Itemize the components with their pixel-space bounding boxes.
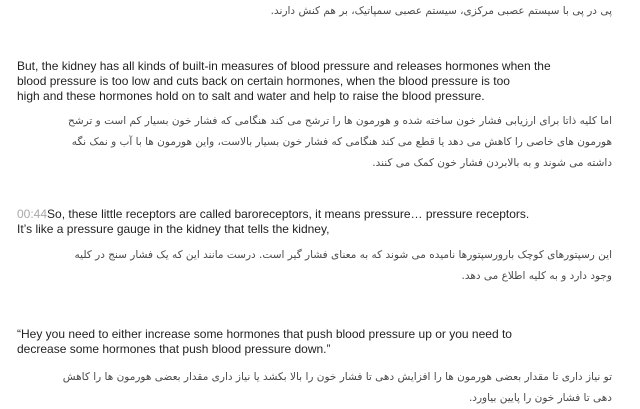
english-transcript-paragraph — [17, 59, 627, 104]
english-transcript-paragraph — [17, 207, 627, 237]
persian-translation-paragraph — [12, 367, 612, 409]
english-transcript-paragraph — [17, 327, 627, 357]
text-line: دهی تا فشار خون را پایین بیاورد. — [468, 392, 612, 404]
persian-translation-paragraph — [12, 1, 612, 22]
text-line: پی در پی با سیستم عصبی مرکزی، سیستم عصبی سمپاتیک، بر هم کنش دارند. — [270, 5, 612, 17]
persian-translation-paragraph — [12, 245, 612, 287]
text-line: But, the kidney has all kinds of built-in measures of blood pressure and releases hormones when the — [17, 59, 551, 73]
text-line: So, these little receptors are called baroreceptors, it means pressure… pressure receptors. — [47, 207, 530, 221]
text-line: “Hey you need to either increase some hormones that push blood pressure up or you need to — [17, 327, 512, 341]
text-line: وجود دارد و به کلیه اطلاع می دهد. — [461, 270, 612, 282]
text-line: high and these hormones hold on to salt and water and help to raise the blood pressure. — [17, 89, 485, 103]
text-line: داشته می شوند و به بالابردن فشار خون کمک می کنند. — [372, 157, 612, 169]
text-line: تو نیاز داری تا مقدار بعضی هورمون ها را افزایش دهی تا فشار خون را بالا بکشد یا نیاز داری مقدار بعضی هورمون ها را کاهش — [62, 371, 612, 383]
text-line: decrease some hormones that push blood pressure down.” — [17, 342, 331, 356]
text-line: It’s like a pressure gauge in the kidney that tells the kidney, — [17, 222, 330, 236]
persian-translation-paragraph — [12, 111, 612, 174]
timestamp-link[interactable]: 00:44 — [17, 207, 48, 221]
text-line: اما کلیه ذاتا برای ارزیابی فشار خون ساخته شده و هورمون ها را ترشح می کند هنگامی که فشار خون بسیار کم است و ترشح — [68, 115, 612, 127]
text-line: این رسپتورهای کوچک بارورسپتورها نامیده می شوند که به معنای فشار گیر است. درست مانند این که یک فشار سنج در کلیه — [74, 249, 612, 261]
text-line: هورمون های خاصی را کاهش می دهد یا قطع می کند هنگامی که فشار خون بسیار بالاست، واین هورمون ها با آب و نمک نگه — [71, 136, 612, 148]
text-line: blood pressure is too low and cuts back on certain hormones, when the blood pressure is too — [17, 74, 510, 88]
